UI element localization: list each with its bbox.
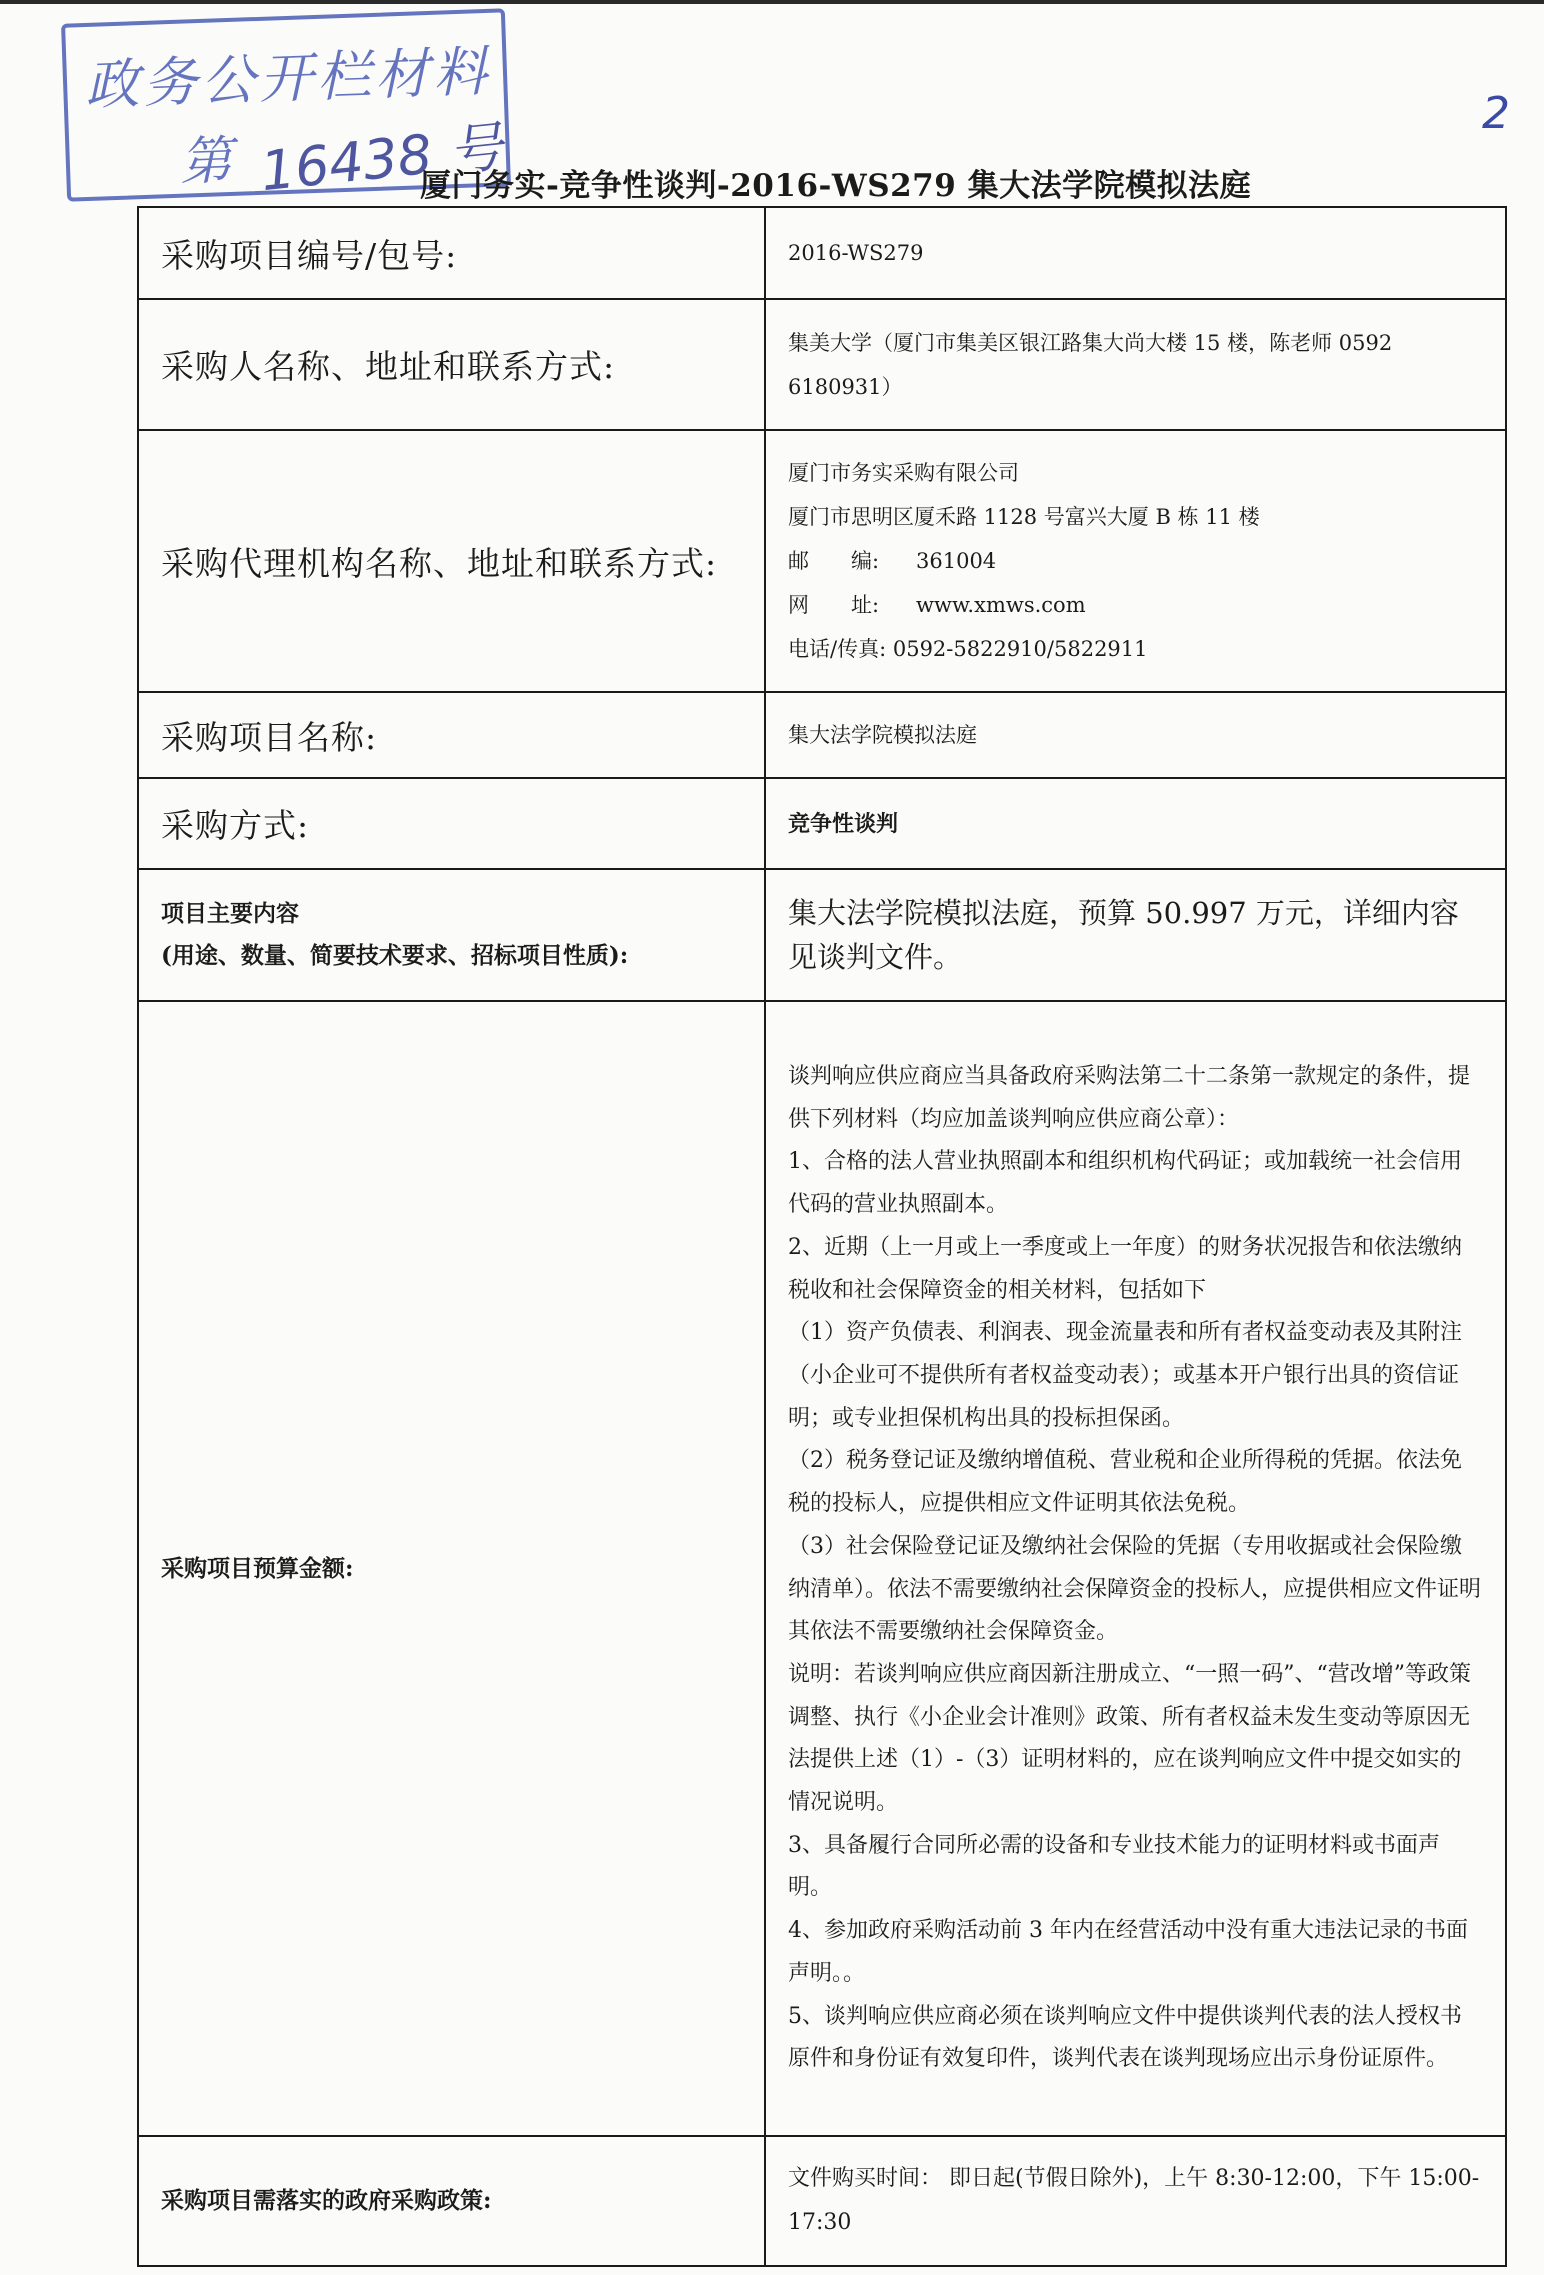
value-project-name: 集大法学院模拟法庭	[765, 692, 1506, 778]
value-policy: 文件购买时间： 即日起(节假日除外)，上午 8:30-12:00，下午 15:00-17:30	[765, 2136, 1506, 2266]
requirement-item: （3）社会保险登记证及缴纳社会保险的凭据（专用收据或社会保险缴纳清单）。依法不需要缴纳社会保障资金的投标人，应提供相应文件证明其依法不需要缴纳社会保障资金。	[788, 1533, 1482, 1645]
value-content: 集大法学院模拟法庭，预算 50.997 万元，详细内容见谈判文件。	[765, 869, 1506, 1001]
requirement-item: 5、谈判响应供应商必须在谈判响应文件中提供谈判代表的法人授权书原件和身份证有效复印件，谈判代表在谈判现场应出示身份证原件。	[788, 2003, 1462, 2072]
phone-value: 0592-5822910/5822911	[892, 637, 1148, 661]
row-project-number	[138, 207, 1506, 299]
phone-label: 电话/传真:	[788, 637, 887, 661]
requirement-item: 2、近期（上一月或上一季度或上一年度）的财务状况报告和依法缴纳税收和社会保障资金的相关材料，包括如下	[788, 1234, 1462, 1303]
stamp-number-value: 16438	[257, 122, 436, 204]
postcode-label: 邮 编:	[788, 549, 880, 573]
postcode-value: 361004	[916, 549, 997, 573]
label-project-number: 采购项目编号/包号:	[138, 207, 765, 299]
requirement-item: 1、合格的法人营业执照副本和组织机构代码证；或加载统一社会信用代码的营业执照副本。	[788, 1149, 1462, 1218]
agency-address: 厦门市思明区厦禾路 1128 号富兴大厦 B 栋 11 楼	[788, 505, 1260, 529]
scan-top-edge	[0, 0, 1544, 4]
requirement-item: 谈判响应供应商应当具备政府采购法第二十二条第一款规定的条件，提供下列材料（均应加盖谈判响应供应商公章）：	[788, 1064, 1471, 1132]
document-title: 厦门务实-竞争性谈判-2016-WS279 集大法学院模拟法庭	[420, 168, 1252, 204]
value-project-number: 2016-WS279	[765, 207, 1506, 299]
row-budget	[138, 1001, 1506, 2136]
label-purchaser: 采购人名称、地址和联系方式:	[138, 299, 765, 430]
requirement-item: （2）税务登记证及缴纳增值税、营业税和企业所得税的凭据。依法免税的投标人，应提供相应文件证明其依法免税。	[788, 1448, 1462, 1517]
agency-name: 厦门市务实采购有限公司	[788, 461, 1019, 485]
value-purchaser: 集美大学（厦门市集美区银江路集大尚大楼 15 楼，陈老师 0592 6180931）	[765, 299, 1506, 430]
stamp-suffix: 号	[445, 115, 506, 184]
row-policy	[138, 2136, 1506, 2266]
value-method: 竞争性谈判	[765, 778, 1506, 869]
row-purchaser	[138, 299, 1506, 430]
stamp-prefix: 第	[178, 130, 233, 193]
label-project-name: 采购项目名称:	[138, 692, 765, 778]
label-content	[138, 869, 765, 1001]
agency-postcode-row	[788, 539, 1483, 583]
website-label: 网 址:	[788, 593, 880, 617]
label-content-line2: (用途、数量、简要技术要求、招标项目性质):	[161, 942, 629, 969]
requirement-item: 4、参加政府采购活动前 3 年内在经营活动中没有重大违法记录的书面声明。。	[788, 1918, 1468, 1986]
requirement-item: 说明：若谈判响应供应商因新注册成立、“一照一码”、“营改增”等政策调整、执行《小企业会计准则》政策、所有者权益未发生变动等原因无法提供上述（1）-（3）证明材料的，应在谈判响应文件中提交如实的情况说明。	[788, 1661, 1471, 1816]
label-policy: 采购项目需落实的政府采购政策:	[138, 2136, 765, 2266]
agency-phone-row	[788, 627, 1483, 671]
stamp-text: 政务公开栏材料	[84, 39, 493, 117]
page-number-handwritten: 2	[1482, 88, 1510, 139]
label-agency: 采购代理机构名称、地址和联系方式:	[138, 430, 765, 692]
procurement-info-table	[137, 206, 1507, 2267]
value-agency	[765, 430, 1506, 692]
label-method: 采购方式:	[138, 778, 765, 869]
agency-website-row	[788, 583, 1483, 627]
row-method	[138, 778, 1506, 869]
row-project-name	[138, 692, 1506, 778]
label-content-line1: 项目主要内容	[161, 900, 299, 927]
requirement-item: 3、具备履行合同所必需的设备和专业技术能力的证明材料或书面声明。	[788, 1832, 1440, 1901]
row-content	[138, 869, 1506, 1001]
label-budget: 采购项目预算金额:	[138, 1001, 765, 2136]
requirement-item: （1）资产负债表、利润表、现金流量表和所有者权益变动表及其附注（小企业可不提供所有者权益变动表）；或基本开户银行出具的资信证明；或专业担保机构出具的投标担保函。	[788, 1320, 1462, 1431]
value-requirements	[765, 1001, 1506, 2136]
website-value: www.xmws.com	[916, 593, 1086, 617]
row-agency	[138, 430, 1506, 692]
